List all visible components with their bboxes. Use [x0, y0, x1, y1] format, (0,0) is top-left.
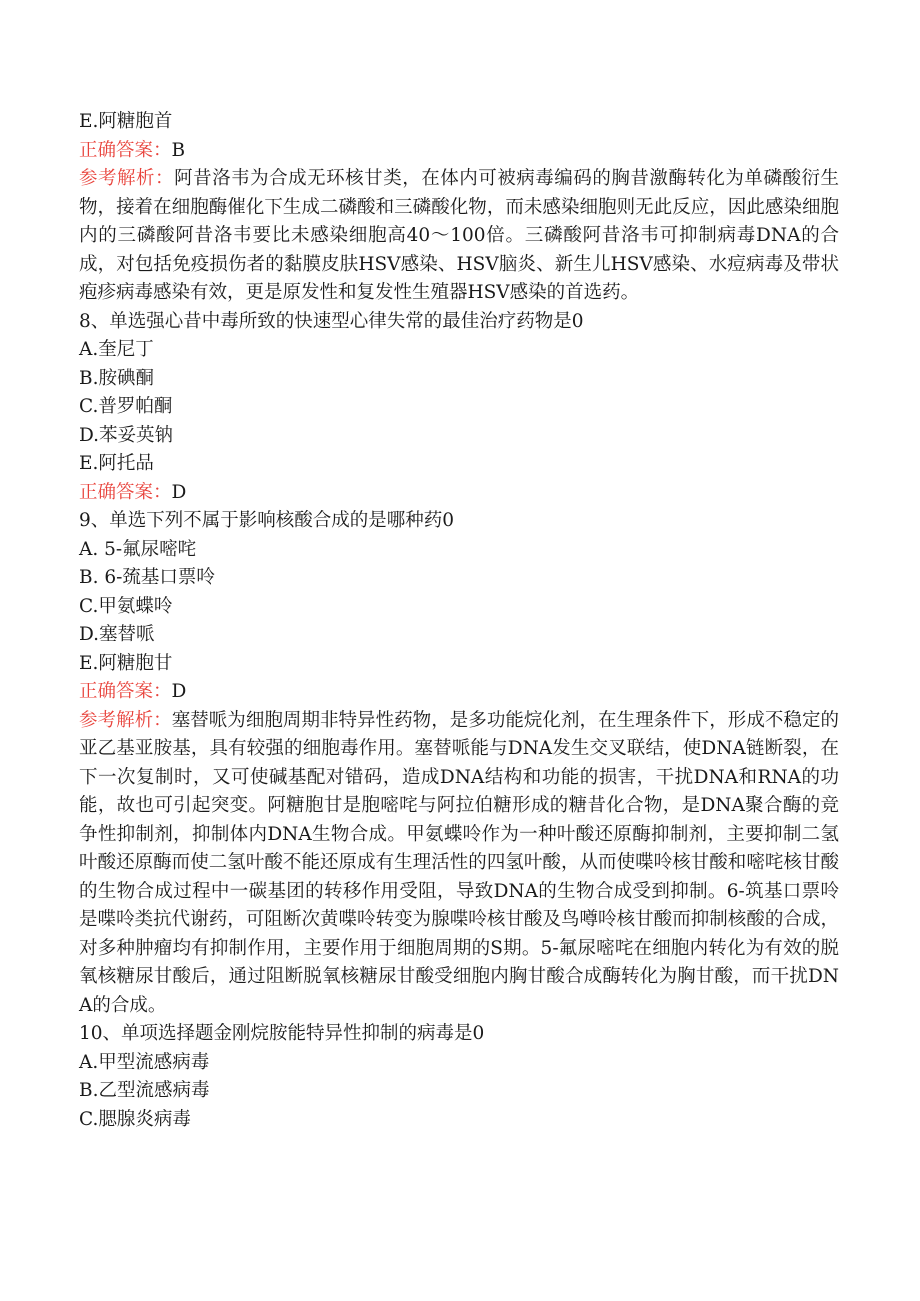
- option-e: E.阿糖胞首: [79, 111, 173, 132]
- answer-line: [79, 479, 839, 508]
- question-9: 9、单选下列不属于影响核酸合成的是哪种药0: [79, 510, 455, 531]
- option-a: A.奎尼丁: [79, 339, 154, 360]
- question-8: 8、单选强心昔中毒所致的快速型心律失常的最佳治疗药物是0: [79, 310, 584, 332]
- analysis-label: 参考解析：: [79, 168, 175, 189]
- option-b: B.乙型流感病毒: [79, 1080, 210, 1101]
- option-d: D.苯妥英钠: [79, 424, 174, 446]
- analysis-label: 参考解析：: [79, 709, 172, 731]
- answer-label: 正确答案：: [79, 681, 172, 702]
- answer-label: 正确答案：: [79, 481, 172, 503]
- answer-line: [79, 137, 839, 166]
- answer-value: D: [171, 681, 187, 702]
- option-d: D.塞替哌: [79, 624, 155, 645]
- answer-value: B: [171, 139, 186, 161]
- option-b: B.胺碘酮: [79, 367, 154, 389]
- answer-line: [79, 678, 839, 707]
- option-a: A.甲型流感病毒: [79, 1051, 210, 1073]
- answer-label: 正确答案：: [79, 139, 172, 161]
- answer-value: D: [171, 481, 187, 503]
- option-e: E.阿托品: [79, 453, 154, 474]
- analysis-paragraph: [79, 707, 839, 1021]
- option-b: B. 6-巯基口票呤: [79, 567, 215, 588]
- analysis-text: 阿昔洛韦为合成无环核甘类，在体内可被病毒编码的胸昔激酶转化为单磷酸衍生物，接着在细胞酶催化下生成二磷酸和三磷酸化物，而未感染细胞则无此反应，因此感染细胞内的三磷酸阿昔洛韦要比未感染细胞高40～100倍。三磷酸阿昔洛韦可抑制病毒DNA的合成，对包括免疫损伤者的黏膜皮肤HSV感染、HSV脑炎、新生儿HSV感染、水痘病毒及带状疱疹病毒感染有效，更是原发性和复发性生殖器HSV感染的首选药。: [79, 168, 839, 303]
- document-page: [79, 108, 839, 1134]
- option-c: C.普罗帕酮: [79, 396, 173, 417]
- option-c: C.甲氨蝶呤: [79, 595, 173, 617]
- option-c: C.腮腺炎病毒: [79, 1108, 191, 1130]
- option-a: A. 5-氟尿嘧咤: [79, 538, 197, 560]
- analysis-text: 塞替哌为细胞周期非特异性药物，是多功能烷化剂，在生理条件下，形成不稳定的亚乙基亚胺基，具有较强的细胞毒作用。塞替哌能与DNA发生交叉联结，使DNA链断裂，在下一次复制时，又可使碱基配对错码，造成DNA结构和功能的损害，干扰DNA和RNA的功能，故也可引起突变。阿糖胞甘是胞嘧咤与阿拉伯糖形成的糖昔化合物，是DNA聚合酶的竞争性抑制剂，抑制体内DNA生物合成。甲氨蝶呤作为一种叶酸还原酶抑制剂，主要抑制二氢叶酸还原酶而使二氢叶酸不能还原成有生理活性的四氢叶酸，从而使喋呤核甘酸和嘧咤核甘酸的生物合成过程中一碳基团的转移作用受阻，导致DNA的生物合成受到抑制。6-筑基口票呤是喋呤类抗代谢药，可阻断次黄喋呤转变为腺喋呤核甘酸及鸟噂呤核甘酸而抑制核酸的合成，对多种肿瘤均有抑制作用，主要作用于细胞周期的S期。5-氟尿嘧咤在细胞内转化为有效的脱氧核糖尿甘酸后，通过阻断脱氧核糖尿甘酸受细胞内胸甘酸合成酶转化为胸甘酸，而干扰DNA的合成。: [79, 709, 839, 1016]
- question-10: 10、单项选择题金刚烷胺能特异性抑制的病毒是0: [79, 1023, 485, 1044]
- analysis-paragraph: [79, 165, 839, 308]
- option-e: E.阿糖胞甘: [79, 652, 173, 674]
